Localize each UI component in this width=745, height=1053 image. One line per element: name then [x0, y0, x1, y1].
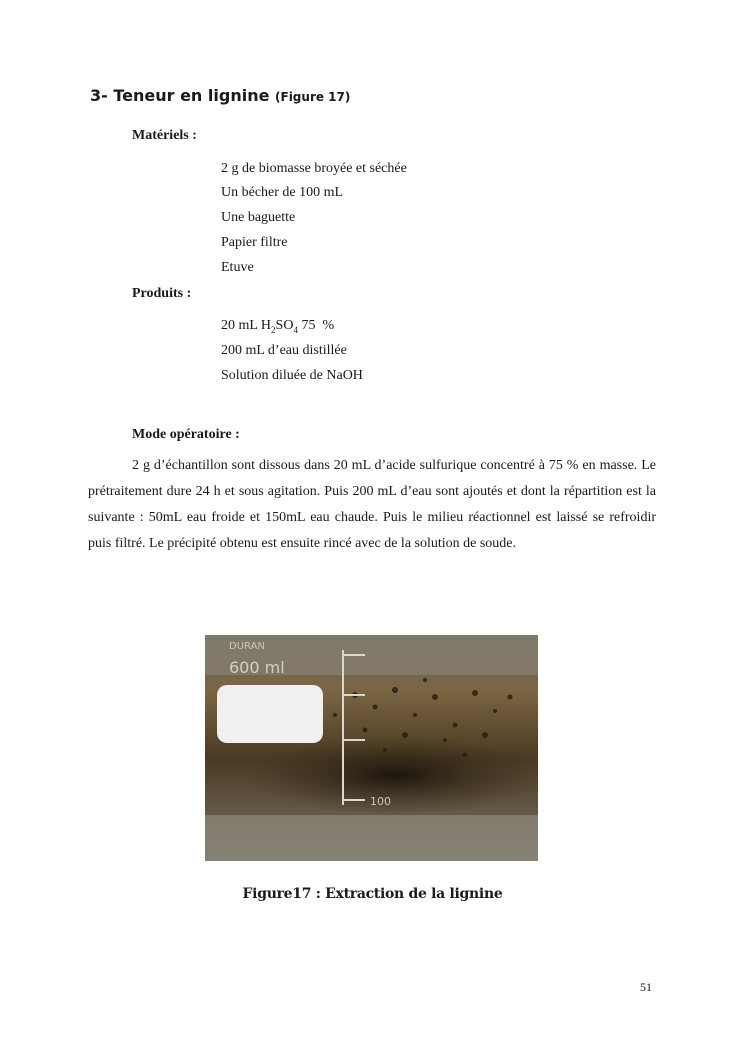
- mode-operatoire-paragraph: 2 g d’échantillon sont dissous dans 20 mL d’acide sulfurique concentré à 75 % en masse. Le prétraitement dure 24 h et sous agitation. Puis 200 mL d’eau sont ajoutés et dont la répartition est la suivante : 50mL eau froide et 150mL eau chaude. Puis le milieu réactionnel est laissé se refroidir puis filtré. Le précipité obtenu est ensuite rincé avec de la solution de soude.: [88, 458, 656, 551]
- materiel-item: Papier filtre: [221, 235, 288, 250]
- produit-item: Solution diluée de NaOH: [221, 368, 363, 383]
- beaker-brand-text: DURAN: [229, 641, 265, 652]
- beaker-volume-text: 600 ml: [229, 658, 285, 677]
- materiel-item: Une baguette: [221, 210, 296, 225]
- produit-item: 200 mL d’eau distillée: [221, 343, 347, 358]
- figure-photo-beaker: [205, 635, 538, 861]
- section-title: 3- Teneur en lignine: [90, 86, 270, 105]
- beaker-illustration: [205, 635, 538, 861]
- produit-item-acid: [221, 318, 334, 335]
- materiel-item: 2 g de biomasse broyée et séchée: [221, 161, 407, 176]
- figure-reference: (Figure 17): [275, 90, 351, 104]
- acid-subscript: 4: [293, 324, 298, 335]
- page-number: 51: [640, 980, 652, 994]
- acid-text: SO: [275, 318, 294, 333]
- beaker-mark-text: 100: [370, 795, 391, 808]
- materiel-item: Un bécher de 100 mL: [221, 185, 344, 200]
- acid-subscript: 2: [271, 324, 276, 335]
- materiels-label: Matériels :: [132, 128, 197, 143]
- materiel-item: Etuve: [221, 260, 254, 275]
- acid-text: 20 mL H: [221, 318, 272, 333]
- produits-label: Produits :: [132, 286, 192, 301]
- acid-text: 75 %: [297, 318, 335, 333]
- mode-operatoire-label: Mode opératoire :: [132, 427, 240, 442]
- figure-caption: Figure17 : Extraction de la lignine: [242, 886, 503, 902]
- section-heading: [90, 86, 350, 105]
